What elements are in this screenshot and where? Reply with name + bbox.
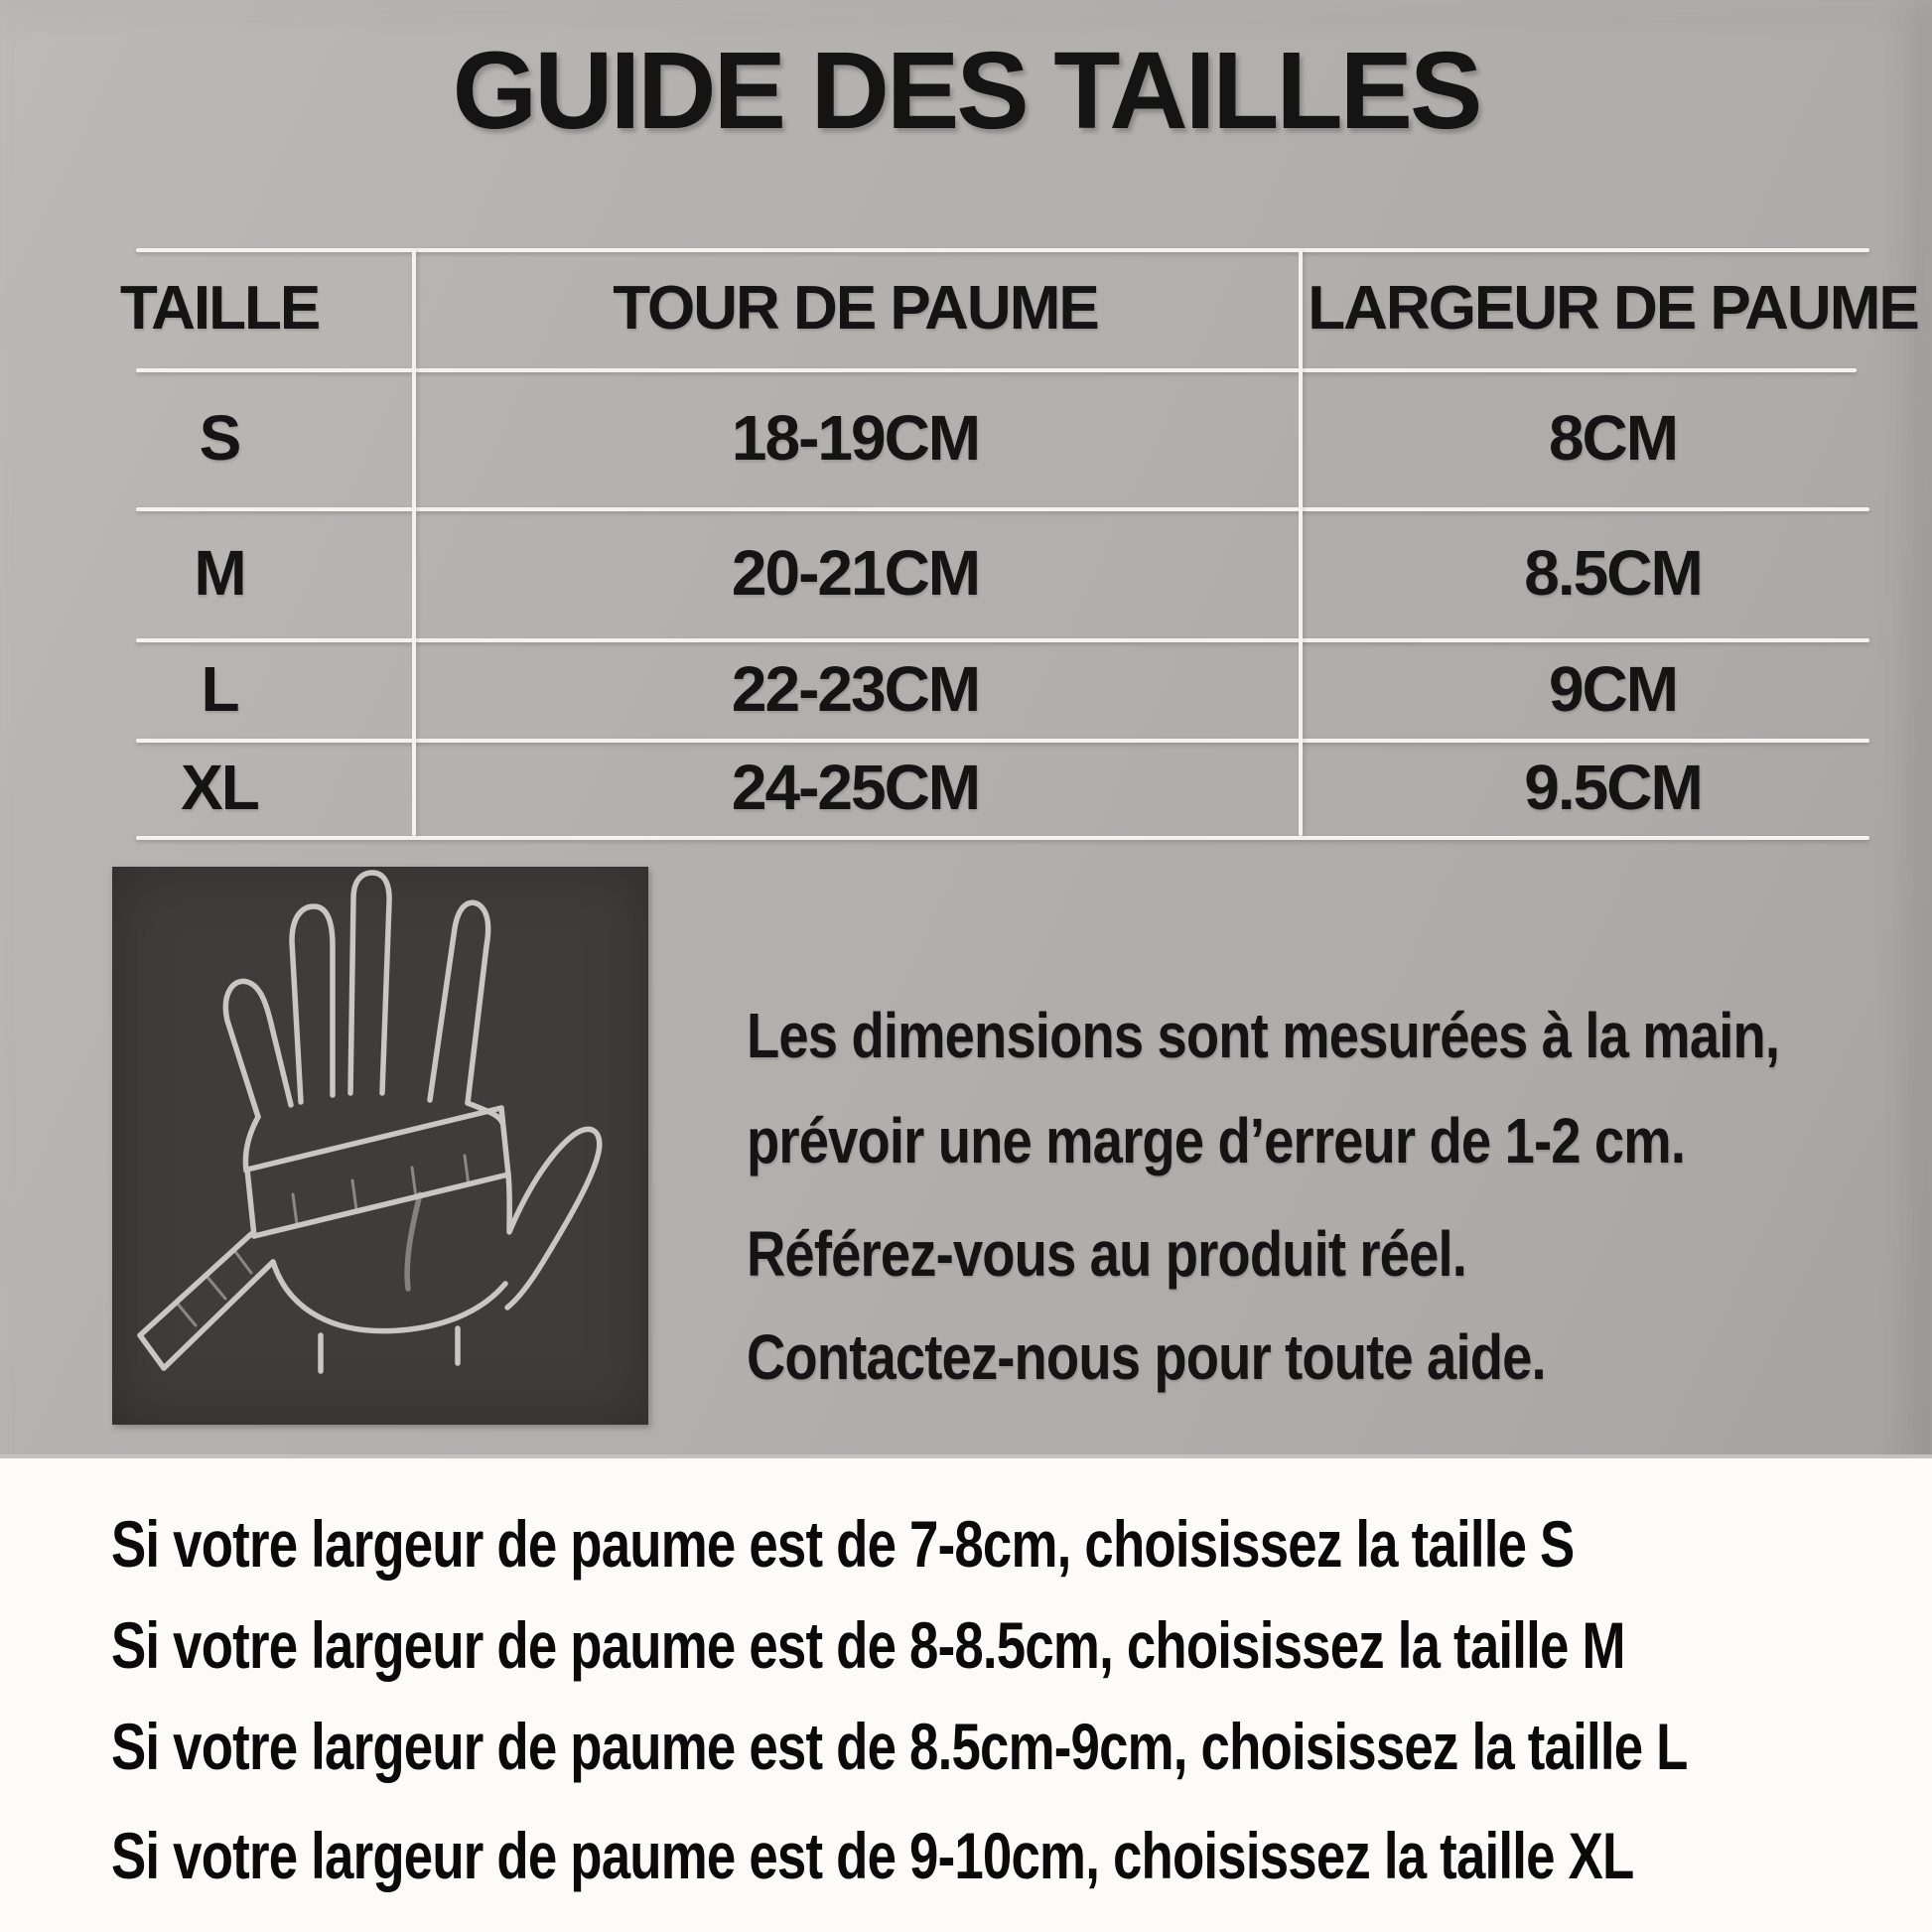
row-xl-tour: 24-25CM — [731, 752, 980, 823]
note-line-3-text: Référez-vous au produit réel. — [747, 1218, 1467, 1290]
row-s-largeur: 8CM — [1548, 402, 1678, 474]
note-line-3 — [747, 1217, 1593, 1291]
note-line-4 — [747, 1320, 1687, 1394]
hand-measure-outline-icon — [112, 867, 648, 1425]
note-line-2-text: prévoir une marge d’erreur de 1-2 cm. — [747, 1105, 1686, 1176]
column-header-taille: TAILLE — [119, 274, 320, 343]
advice-line-s-text: Si votre largeur de paume est de 7-8cm, choisissez la taille S — [111, 1507, 1575, 1581]
row-xl-taille: XL — [181, 752, 258, 823]
table-bottom-line — [136, 836, 1869, 840]
advice-line-m — [111, 1607, 1932, 1683]
column-header-tour-de-paume: TOUR DE PAUME — [613, 274, 1098, 343]
advice-line-xl — [111, 1818, 1932, 1893]
size-advice-section — [0, 1454, 1932, 1932]
advice-line-m-text: Si votre largeur de paume est de 8-8.5cm, choisissez la taille M — [111, 1608, 1625, 1682]
row-xl-largeur: 9.5CM — [1524, 752, 1702, 823]
advice-line-l-text: Si votre largeur de paume est de 8.5cm-9cm, choisissez la taille L — [111, 1710, 1688, 1783]
note-line-1-text: Les dimensions sont mesurées à la main, — [747, 1000, 1780, 1071]
row-m-tour: 20-21CM — [731, 537, 980, 609]
advice-line-xl-text: Si votre largeur de paume est de 9-10cm, choisissez la taille XL — [111, 1819, 1634, 1892]
page-title: GUIDE DES TAILLES — [452, 30, 1480, 152]
row-l-largeur: 9CM — [1548, 652, 1678, 725]
row-l-taille: L — [201, 652, 238, 725]
advice-line-l — [111, 1709, 1932, 1784]
row-m-largeur: 8.5CM — [1524, 537, 1702, 609]
row-s-taille: S — [199, 402, 240, 474]
column-header-largeur-de-paume: LARGEUR DE PAUME — [1308, 274, 1918, 343]
row-m-taille: M — [194, 537, 245, 609]
note-line-2 — [747, 1104, 1851, 1177]
hand-illustration-box — [112, 867, 648, 1425]
row-l-tour: 22-23CM — [731, 652, 980, 725]
advice-line-s — [111, 1506, 1932, 1582]
size-table — [119, 248, 1918, 836]
note-line-1 — [747, 999, 1932, 1072]
note-line-4-text: Contactez-nous pour toute aide. — [747, 1321, 1546, 1393]
row-s-tour: 18-19CM — [731, 402, 980, 474]
